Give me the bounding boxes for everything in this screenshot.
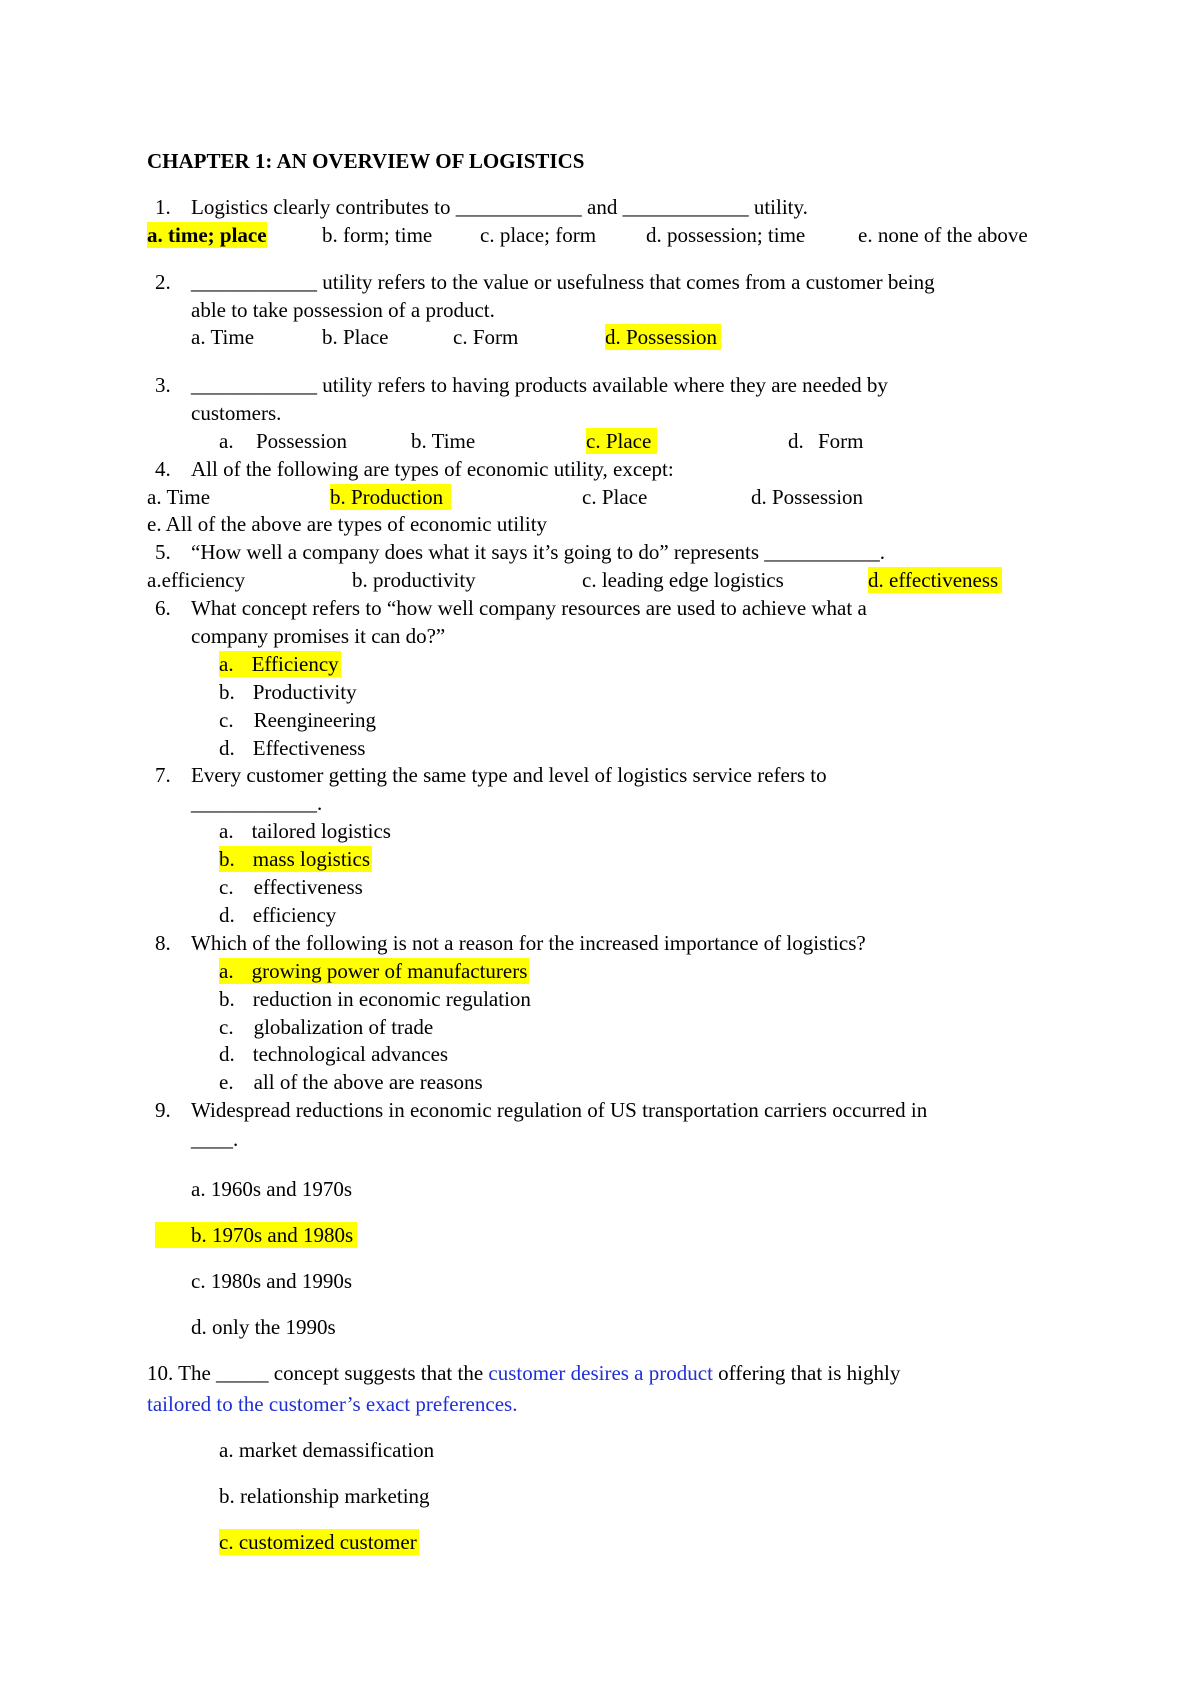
q8-option-d: d. technological advances bbox=[219, 1042, 449, 1066]
q10-option-b: b. relationship marketing bbox=[219, 1484, 430, 1508]
q2-option-c: c. Form bbox=[453, 325, 519, 349]
q4-text: All of the following are types of economic utility, except: bbox=[191, 457, 674, 481]
q8-option-e: e. all of the above are reasons bbox=[219, 1070, 483, 1094]
q7-number: 7. bbox=[155, 763, 171, 787]
q1-option-b: b. form; time bbox=[322, 223, 433, 247]
q7-text-line1: Every customer getting the same type and level of logistics service refers to bbox=[191, 763, 827, 787]
q6-option-b: b. Productivity bbox=[219, 680, 357, 704]
q7-option-a: a. tailored logistics bbox=[219, 819, 391, 843]
q9-option-a: a. 1960s and 1970s bbox=[191, 1177, 352, 1201]
q9-option-d: d. only the 1990s bbox=[191, 1315, 336, 1339]
q9-text-line1: Widespread reductions in economic regulation of US transportation carriers occurred in bbox=[191, 1098, 928, 1122]
q4-option-c: c. Place bbox=[582, 485, 648, 509]
q10-number: 10. bbox=[147, 1361, 174, 1385]
q8-text: Which of the following is not a reason for the increased importance of logistics? bbox=[191, 931, 866, 955]
q3-option-a: Possession bbox=[256, 429, 348, 453]
q1-number: 1. bbox=[155, 195, 171, 219]
q1-option-d: d. possession; time bbox=[646, 223, 806, 247]
q2-option-d: d. Possession bbox=[605, 324, 721, 350]
q3-option-b: b. Time bbox=[411, 429, 476, 453]
q3-option-d: Form bbox=[818, 429, 864, 453]
q6-number: 6. bbox=[155, 596, 171, 620]
q9-option-b: b. 1970s and 1980s bbox=[155, 1222, 357, 1248]
q5-option-a: a.efficiency bbox=[147, 568, 246, 592]
q6-option-a: a. Efficiency bbox=[219, 652, 339, 676]
q3-text-line2: customers. bbox=[191, 401, 282, 425]
page-title: CHAPTER 1: AN OVERVIEW OF LOGISTICS bbox=[147, 149, 585, 173]
q1-option-a: a. time; place bbox=[147, 223, 267, 247]
q8-option-b: b. reduction in economic regulation bbox=[219, 987, 531, 1011]
q7-text-line2: ____________. bbox=[191, 791, 323, 815]
q5-option-c: c. leading edge logistics bbox=[582, 568, 784, 592]
q5-number: 5. bbox=[155, 540, 171, 564]
q9-option-c: c. 1980s and 1990s bbox=[191, 1269, 352, 1293]
q7-option-b: b. mass logistics bbox=[219, 847, 371, 871]
q10-text-line1 bbox=[147, 1360, 900, 1386]
q4-option-a: a. Time bbox=[147, 485, 211, 509]
q2-text-line2: able to take possession of a product. bbox=[191, 298, 495, 322]
q9-text-line2: ____. bbox=[191, 1127, 239, 1151]
q7-option-c: c. effectiveness bbox=[219, 875, 363, 899]
q4-option-b: b. Production bbox=[330, 484, 451, 510]
q8-number: 8. bbox=[155, 931, 171, 955]
q1-text: Logistics clearly contributes to ____________ and ____________ utility. bbox=[191, 195, 808, 219]
q8-option-c: c. globalization of trade bbox=[219, 1015, 434, 1039]
q10-option-a: a. market demassification bbox=[219, 1438, 435, 1462]
q2-text-line1: ____________ utility refers to the value or usefulness that comes from a customer being bbox=[191, 270, 935, 294]
q10-text-line2: tailored to the customer’s exact preferences. bbox=[147, 1392, 518, 1416]
q2-option-b: b. Place bbox=[322, 325, 389, 349]
q3-number: 3. bbox=[155, 373, 171, 397]
q1-option-c: c. place; form bbox=[480, 223, 597, 247]
q9-number: 9. bbox=[155, 1098, 171, 1122]
q6-option-c: c. Reengineering bbox=[219, 708, 377, 732]
q3-option-a-letter: a. bbox=[219, 429, 234, 453]
q10-option-c: c. customized customer bbox=[219, 1530, 417, 1554]
q8-option-a: a. growing power of manufacturers bbox=[219, 959, 528, 983]
q2-number: 2. bbox=[155, 270, 171, 294]
q4-option-d: d. Possession bbox=[751, 485, 864, 509]
q4-option-e: e. All of the above are types of economic utility bbox=[147, 512, 548, 536]
q6-option-d: d. Effectiveness bbox=[219, 736, 366, 760]
q3-option-d-letter: d. bbox=[788, 429, 804, 453]
q6-text-line2: company promises it can do?” bbox=[191, 624, 446, 648]
q6-text-line1: What concept refers to “how well company resources are used to achieve what a bbox=[191, 596, 867, 620]
q3-text-line1: ____________ utility refers to having products available where they are needed by bbox=[191, 373, 888, 397]
q10-text-part1: The _____ concept suggests that the bbox=[178, 1361, 489, 1385]
q5-text: “How well a company does what it says it’s going to do” represents ___________. bbox=[191, 540, 886, 564]
q10-text-part3: offering that is highly bbox=[712, 1361, 901, 1385]
q5-option-d: d. effectiveness bbox=[868, 567, 1002, 593]
q2-option-a: a. Time bbox=[191, 325, 255, 349]
q10-text-part2: customer desires a product bbox=[488, 1361, 713, 1385]
q1-option-e: e. none of the above bbox=[858, 223, 1028, 247]
q5-option-b: b. productivity bbox=[352, 568, 476, 592]
q3-option-c: c. Place bbox=[586, 428, 657, 454]
q4-number: 4. bbox=[155, 457, 171, 481]
q7-option-d: d. efficiency bbox=[219, 903, 337, 927]
